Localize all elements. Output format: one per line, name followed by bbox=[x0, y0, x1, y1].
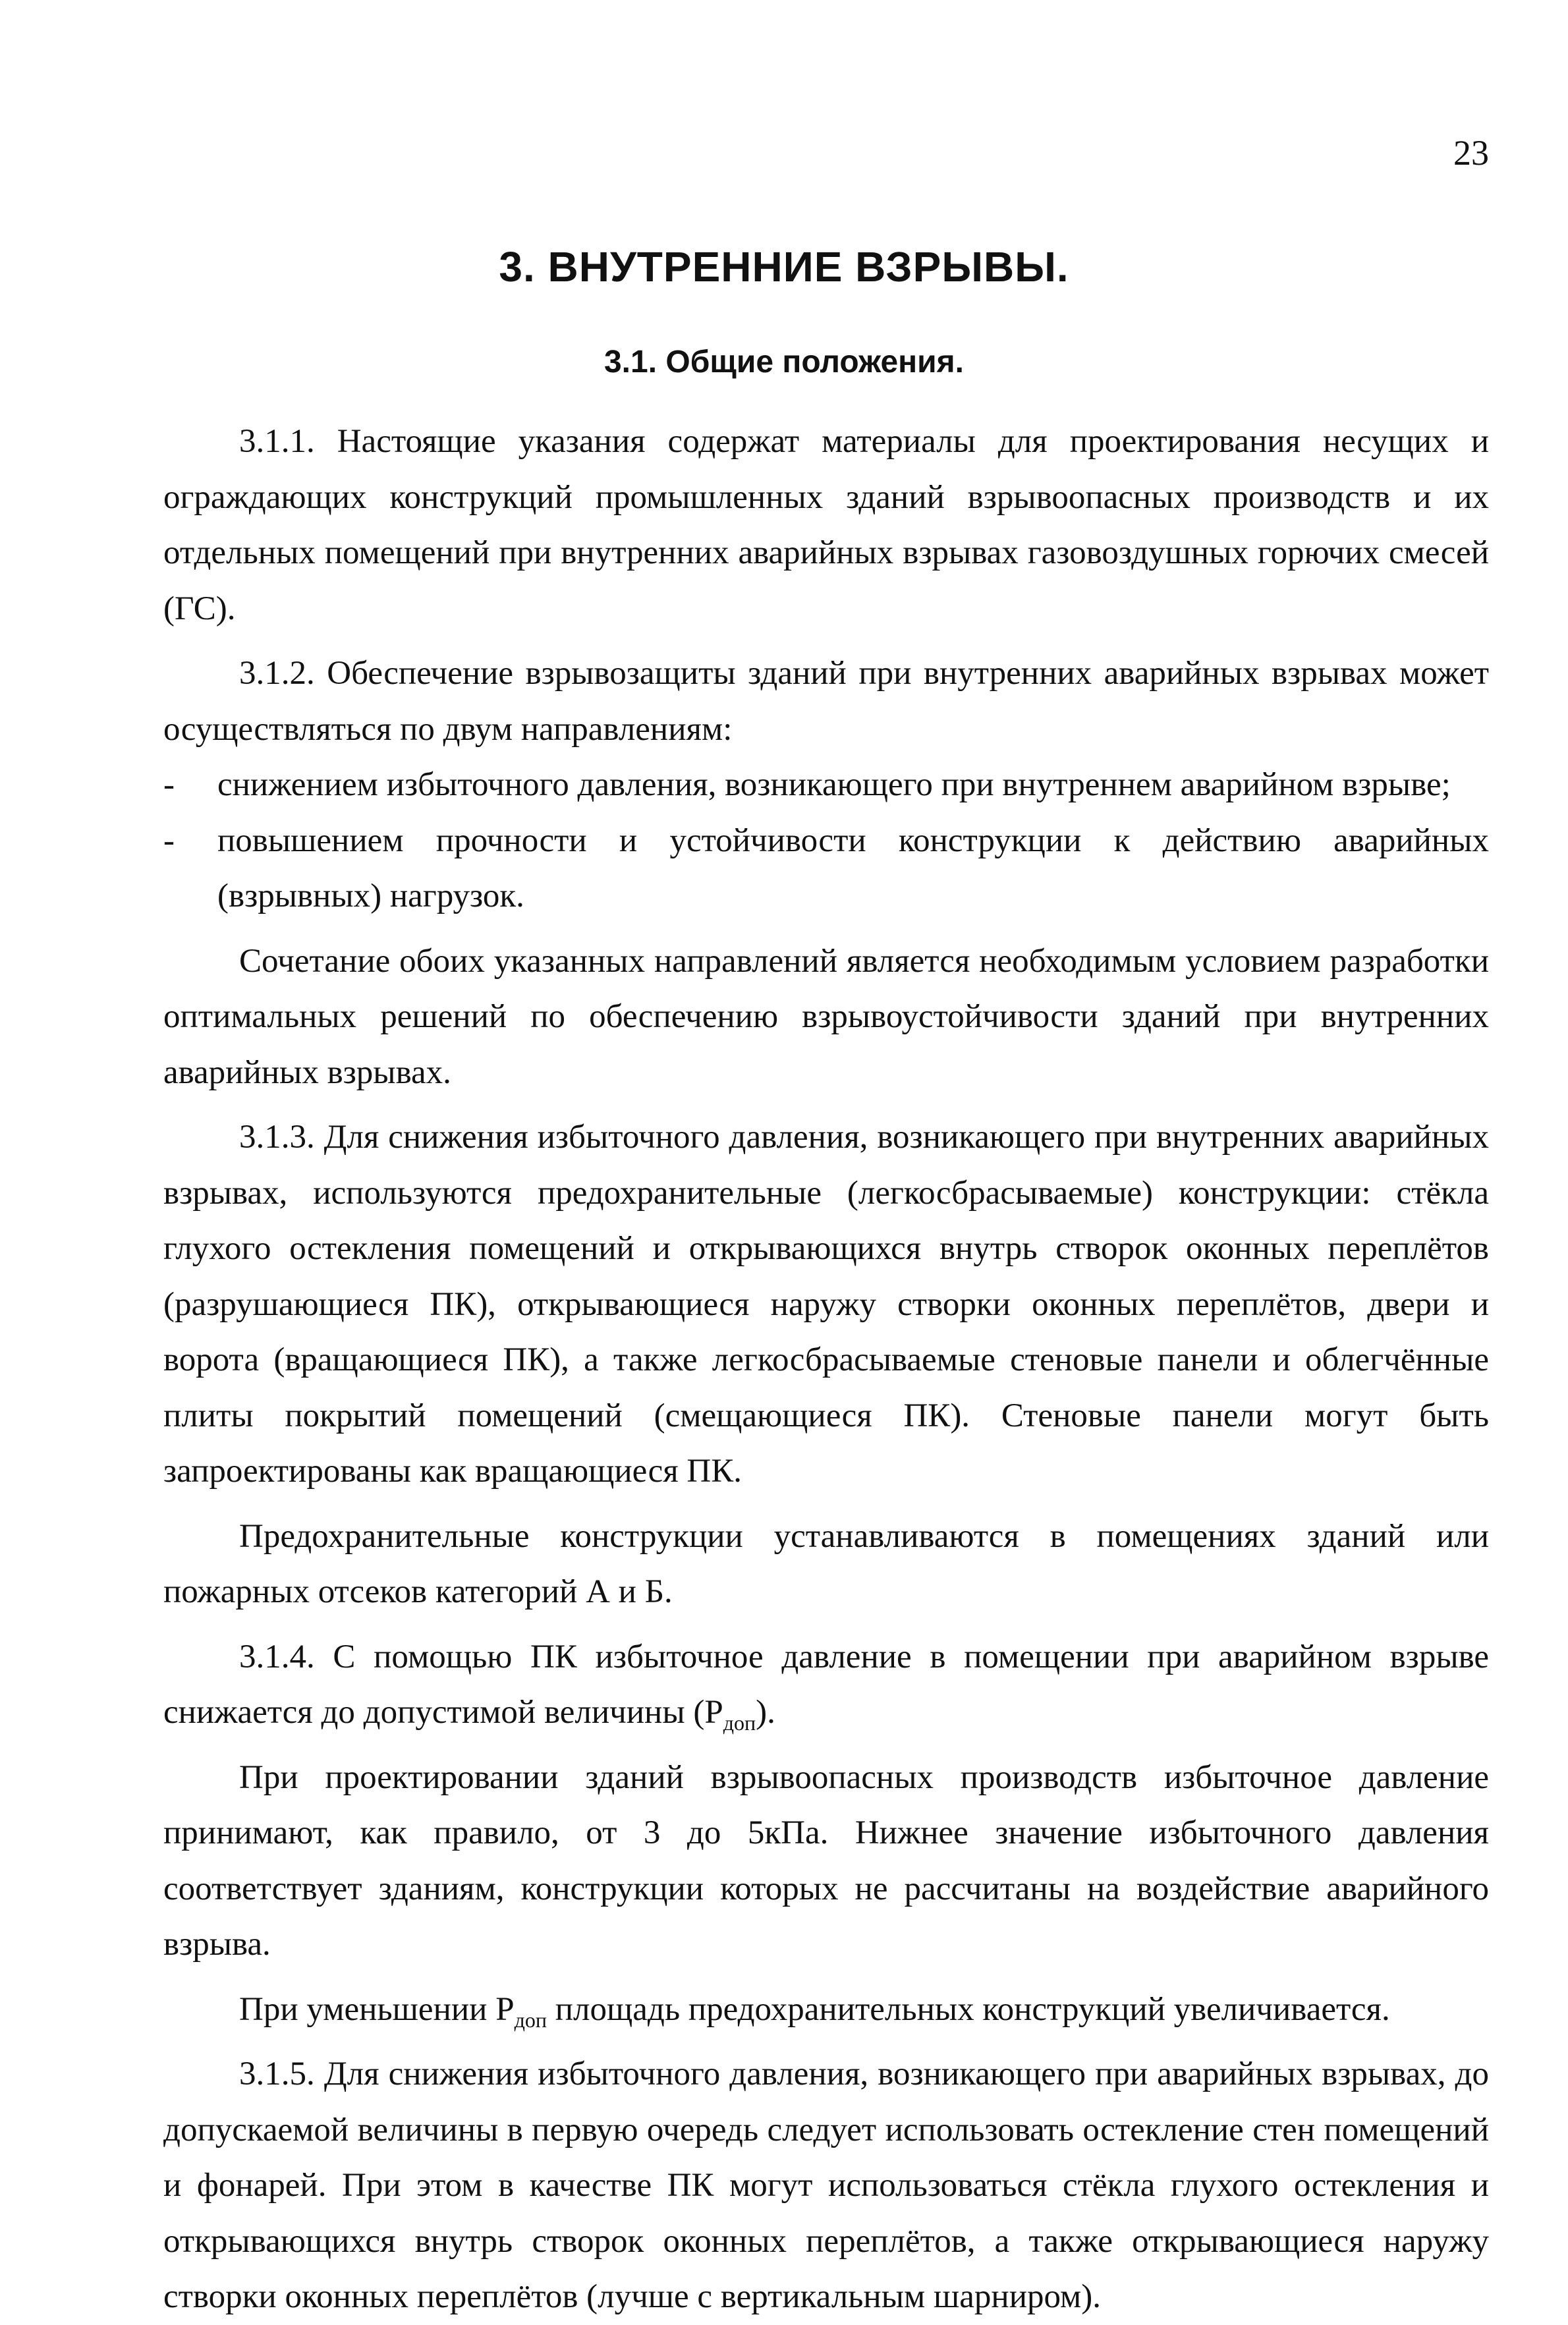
paragraph-text: 3.1.4. С помощью ПК избыточное давление в помещении при аварийном взрыве снижается до допустимой величины (P bbox=[163, 1638, 1489, 1731]
paragraph-reduction bbox=[163, 1982, 1489, 2038]
list-dash: - bbox=[163, 766, 175, 803]
list-item bbox=[163, 757, 1489, 813]
page-number: 23 bbox=[1453, 133, 1489, 173]
section-title: 3.1. Общие положения. bbox=[603, 345, 965, 379]
list-item-text: повышением прочности и устойчивости конструкции к действию аварийных (взрывных) нагрузок. bbox=[217, 822, 1489, 914]
paragraph-pressure-range: При проектировании зданий взрывоопасных производств избыточное давление принимают, как правило, от 3 до 5кПа. Нижнее значение избыточного давления соответствует зданиям, конструкции которых не рассчитаны на воздействие аварийного взрыва. bbox=[163, 1758, 1489, 1963]
paragraph-text: ). bbox=[756, 1694, 775, 1731]
chapter-title: 3. ВНУТРЕННИЕ ВЗРЫВЫ. bbox=[499, 243, 1069, 291]
list-item-text: снижением избыточного давления, возникающего при внутреннем аварийном взрыве; bbox=[217, 766, 1451, 803]
list-dash: - bbox=[163, 822, 175, 859]
subscript-dop: доп bbox=[723, 1711, 756, 1735]
document-body bbox=[163, 414, 1489, 2325]
paragraph-combination: Сочетание обоих указанных направлений является необходимым условием разработки оптимальных решений по обеспечению взрывоустойчивости зданий при внутренних аварийных взрывах. bbox=[163, 942, 1489, 1091]
paragraph-text: площадь предохранительных конструкций увеличивается. bbox=[546, 1990, 1390, 2028]
directions-list bbox=[163, 757, 1489, 924]
subscript-dop: доп bbox=[514, 2007, 547, 2032]
paragraph-3-1-2: 3.1.2. Обеспечение взрывозащиты зданий при внутренних аварийных взрывах может осуществляться по двум направлениям: bbox=[163, 655, 1489, 748]
paragraph-categories: Предохранительные конструкции устанавливаются в помещениях зданий или пожарных отсеков категорий А и Б. bbox=[163, 1517, 1489, 1610]
paragraph-3-1-1: 3.1.1. Настоящие указания содержат материалы для проектирования несущих и ограждающих конструкций промышленных зданий взрывоопасных производств и их отдельных помещений при внутренних аварийных взрывах газовоздушных горючих смесей (ГС). bbox=[163, 423, 1489, 627]
paragraph-3-1-4 bbox=[163, 1629, 1489, 1741]
paragraph-3-1-5: 3.1.5. Для снижения избыточного давления, возникающего при аварийных взрывах, до допускаемой величины в первую очередь следует использовать остекление стен помещений и фонарей. При этом в качестве ПК могут использоваться стёкла глухого остекления и открывающихся внутрь створок оконных переплётов, а также открывающиеся наружу створки оконных переплётов (лучше с вертикальным шарниром). bbox=[163, 2056, 1489, 2315]
list-item bbox=[163, 813, 1489, 924]
paragraph-text: При уменьшении P bbox=[239, 1990, 515, 2028]
paragraph-3-1-3: 3.1.3. Для снижения избыточного давления, возникающего при внутренних аварийных взрывах, используются предохранительные (легкосбрасываемые) конструкции: стёкла глухого остекления помещений и открывающихся внутрь створок оконных переплётов (разрушающиеся ПК), открывающиеся наружу створки оконных переплётов, двери и ворота (вращающиеся ПК), а также легкосбрасываемые стеновые панели и облегчённые плиты покрытий помещений (смещающиеся ПК). Стеновые панели могут быть запроектированы как вращающиеся ПК. bbox=[163, 1119, 1489, 1490]
